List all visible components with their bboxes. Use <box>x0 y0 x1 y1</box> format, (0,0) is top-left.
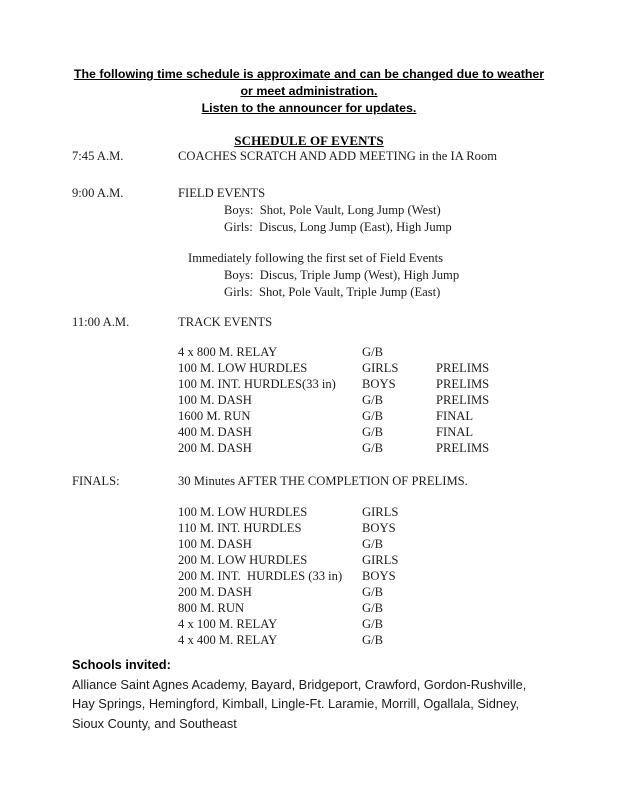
table-row <box>178 440 546 456</box>
cell-gender: BOYS <box>362 521 396 535</box>
table-row <box>178 552 436 568</box>
track-events-time: 11:00 A.M. <box>72 315 130 329</box>
coaches-meeting-description: COACHES SCRATCH AND ADD MEETING in the IA Room <box>178 149 498 163</box>
cell-gender: G/B <box>362 345 383 359</box>
cell-gender: GIRLS <box>362 553 399 567</box>
schools-invited-label: Schools invited: <box>72 657 171 672</box>
cell-gender: G/B <box>362 617 383 631</box>
finals-table-body <box>178 504 436 648</box>
field-events-set-two-girls: Girls: Shot, Pole Vault, Triple Jump (East) <box>224 285 441 299</box>
notice-line-2: or meet administration. <box>240 84 378 98</box>
cell-gender: G/B <box>362 601 383 615</box>
finals-table <box>178 504 436 648</box>
table-row <box>178 584 436 600</box>
notice-line-1: The following time schedule is approximate and can be changed due to weather <box>73 67 545 81</box>
cell-event: 110 M. INT. HURDLES <box>178 521 302 535</box>
cell-round: PRELIMS <box>436 361 490 375</box>
field-events-set-two-boys: Boys: Discus, Triple Jump (West), High Jump <box>224 268 460 282</box>
cell-event: 100 M. LOW HURDLES <box>178 361 308 375</box>
cell-gender: G/B <box>362 537 383 551</box>
notice-line-3: Listen to the announcer for updates. <box>201 101 417 115</box>
track-events-table <box>178 344 546 456</box>
cell-gender: GIRLS <box>362 505 399 519</box>
schedule-of-events-title: SCHEDULE OF EVENTS <box>234 133 384 148</box>
coaches-meeting-time: 7:45 A.M. <box>72 149 124 163</box>
cell-gender: BOYS <box>362 569 396 583</box>
cell-gender: G/B <box>362 409 383 423</box>
track-events-heading: TRACK EVENTS <box>178 315 273 329</box>
cell-event: 100 M. INT. HURDLES(33 in) <box>178 377 336 391</box>
table-row <box>178 392 546 408</box>
cell-round: PRELIMS <box>436 393 490 407</box>
schedule-notice <box>72 66 546 117</box>
cell-event: 200 M. DASH <box>178 441 252 455</box>
cell-gender: G/B <box>362 393 383 407</box>
table-row <box>178 376 546 392</box>
cell-round: FINAL <box>436 425 474 439</box>
cell-gender: GIRLS <box>362 361 399 375</box>
track-events-table-body <box>178 344 546 456</box>
field-events-heading: FIELD EVENTS <box>178 186 266 200</box>
cell-round: FINAL <box>436 409 474 423</box>
table-row <box>178 504 436 520</box>
cell-round <box>436 344 546 360</box>
cell-event: 200 M. LOW HURDLES <box>178 553 308 567</box>
cell-gender: BOYS <box>362 377 396 391</box>
cell-event: 100 M. DASH <box>178 537 252 551</box>
cell-gender: G/B <box>362 633 383 647</box>
table-row <box>178 360 546 376</box>
cell-event: 100 M. DASH <box>178 393 252 407</box>
cell-gender: G/B <box>362 585 383 599</box>
table-row <box>178 344 546 360</box>
cell-event: 800 M. RUN <box>178 601 245 615</box>
field-events-set-two-note: Immediately following the first set of Field Events <box>188 251 443 265</box>
table-row <box>178 424 546 440</box>
cell-gender: G/B <box>362 425 383 439</box>
cell-gender: G/B <box>362 441 383 455</box>
cell-event: 400 M. DASH <box>178 425 252 439</box>
table-row <box>178 616 436 632</box>
field-events-set-one-boys: Boys: Shot, Pole Vault, Long Jump (West) <box>224 203 441 217</box>
table-row <box>178 632 436 648</box>
cell-event: 200 M. DASH <box>178 585 252 599</box>
schools-invited-section <box>72 655 548 733</box>
cell-event: 200 M. INT. HURDLES (33 in) <box>178 569 343 583</box>
table-row <box>178 600 436 616</box>
field-events-time: 9:00 A.M. <box>72 186 124 200</box>
cell-event: 100 M. LOW HURDLES <box>178 505 308 519</box>
cell-round: PRELIMS <box>436 377 490 391</box>
cell-event: 4 x 800 M. RELAY <box>178 345 278 359</box>
schools-invited-list: Alliance Saint Agnes Academy, Bayard, Bridgeport, Crawford, Gordon-Rushville, Hay Springs, Hemingford, Kimball, Lingle-Ft. Laramie, Morrill, Ogallala, Sidney, Sioux County, and Southeast <box>72 676 527 731</box>
cell-round: PRELIMS <box>436 441 490 455</box>
cell-event: 4 x 100 M. RELAY <box>178 617 278 631</box>
table-row <box>178 536 436 552</box>
table-row <box>178 520 436 536</box>
cell-event: 1600 M. RUN <box>178 409 251 423</box>
table-row <box>178 408 546 424</box>
finals-label: FINALS: <box>72 474 120 488</box>
finals-description: 30 Minutes AFTER THE COMPLETION OF PRELIMS. <box>178 474 468 488</box>
field-events-set-one-girls: Girls: Discus, Long Jump (East), High Jump <box>224 220 452 234</box>
table-row <box>178 568 436 584</box>
cell-event: 4 x 400 M. RELAY <box>178 633 278 647</box>
